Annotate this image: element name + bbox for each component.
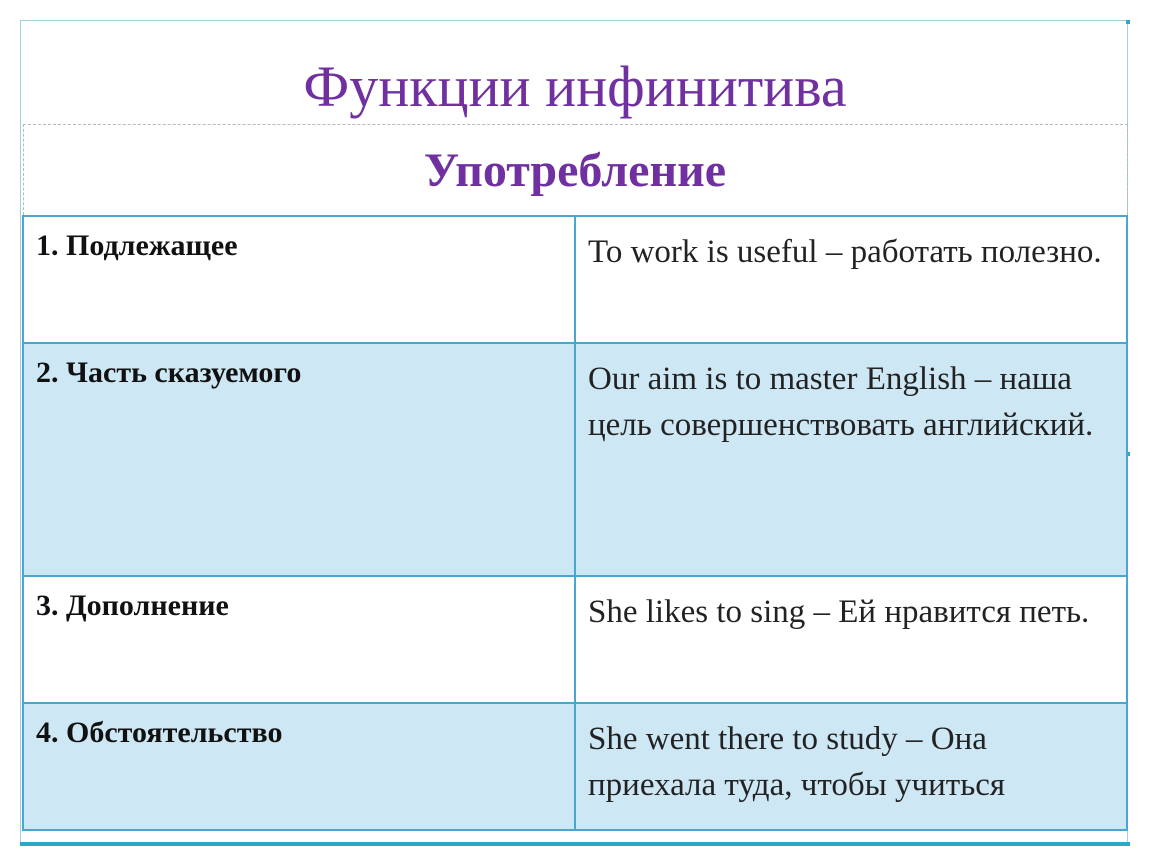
- function-cell: 2. Часть сказуемого: [23, 343, 575, 576]
- example-cell: To work is useful – работать полезно.: [575, 216, 1127, 343]
- slide-title: Функции инфинитива: [303, 54, 847, 119]
- table-row: [23, 703, 1127, 830]
- table-header: Употребление: [23, 125, 1127, 217]
- function-cell: 4. Обстоятельство: [23, 703, 575, 830]
- example-cell: She went there to study – Она приехала туда, чтобы учиться: [575, 703, 1127, 830]
- example-cell: Our aim is to master English – наша цель совершенствовать английский.: [575, 343, 1127, 576]
- function-cell: 1. Подлежащее: [23, 216, 575, 343]
- frame-bottom-accent: [20, 842, 1130, 846]
- function-cell: 3. Дополнение: [23, 576, 575, 703]
- table-header-row: [23, 125, 1127, 217]
- frame-corner-marker: [1126, 20, 1130, 24]
- table-row: [23, 343, 1127, 576]
- table-row: [23, 576, 1127, 703]
- example-cell: She likes to sing – Ей нравится петь.: [575, 576, 1127, 703]
- infinitive-functions-table: [22, 124, 1128, 831]
- functions-table: [22, 124, 1128, 831]
- table-row: [23, 216, 1127, 343]
